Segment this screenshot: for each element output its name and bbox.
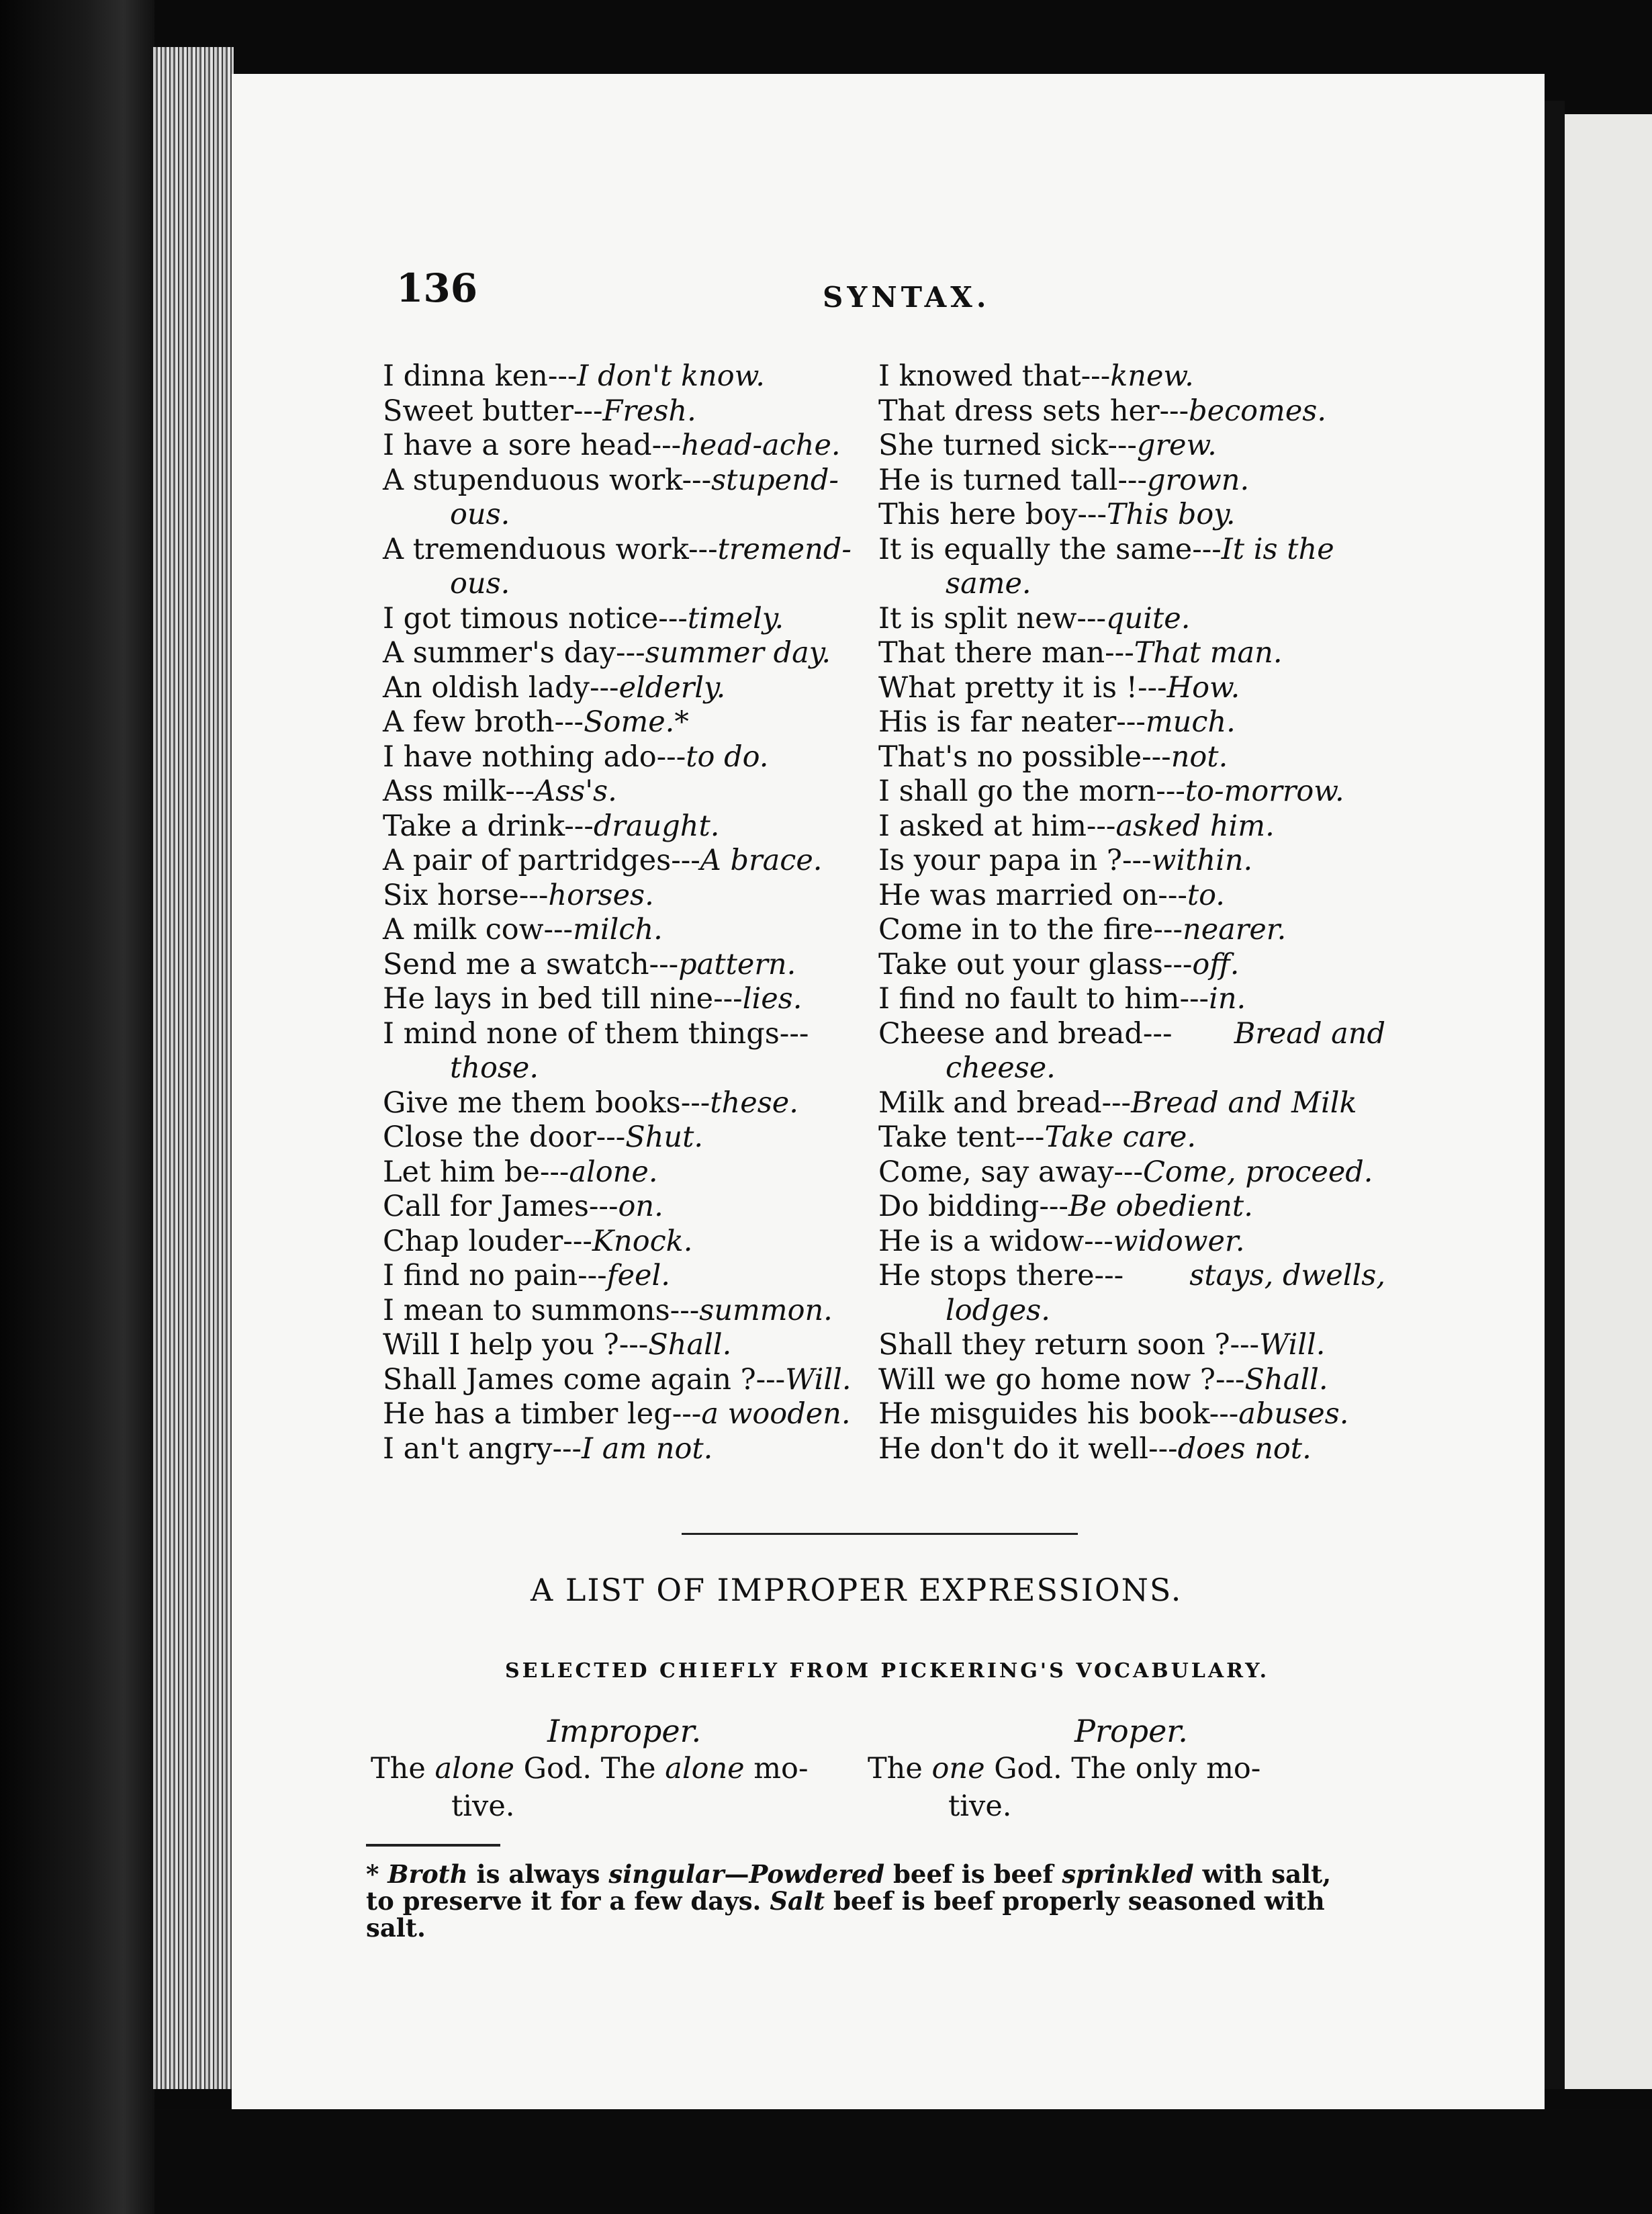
- correction-text: Fresh.: [602, 394, 696, 428]
- expression-line: [383, 1259, 866, 1294]
- correction-text: How.: [1166, 670, 1240, 705]
- correction-text: a wooden.: [701, 1397, 851, 1431]
- expression-line: [878, 809, 1385, 844]
- correction-text: ous.: [450, 567, 510, 601]
- correction-text: Bread and Milk: [1131, 1086, 1357, 1120]
- gutter-shadow: [1545, 101, 1565, 2089]
- correction-text: alone.: [569, 1155, 658, 1189]
- expression-text: Milk and bread---: [878, 1086, 1132, 1120]
- expression-text: That's no possible---: [878, 740, 1171, 774]
- correction-text: Bread and: [1234, 1016, 1385, 1051]
- improper-line-2: tive.: [451, 1789, 515, 1823]
- expression-line: [383, 1017, 866, 1052]
- section-rule: [682, 1533, 1078, 1535]
- expression-text: A pair of partridges---: [383, 844, 700, 877]
- expression-line: [878, 463, 1385, 498]
- expression-line: [878, 1225, 1385, 1259]
- correction-text: Will.: [1259, 1328, 1326, 1362]
- expression-text: I find no fault to him---: [878, 982, 1209, 1016]
- improper-header: Improper.: [547, 1713, 702, 1749]
- expression-text: He is turned tall---: [878, 463, 1147, 497]
- correction-text: asked him.: [1115, 809, 1275, 843]
- expression-line: [878, 1155, 1385, 1190]
- expression-text: He was married on---: [878, 878, 1187, 912]
- expression-line: [878, 1017, 1385, 1052]
- expression-line: [878, 740, 1385, 775]
- correction-text: I don't know.: [577, 359, 765, 393]
- correction-text: summer day.: [645, 636, 831, 670]
- footnote-line-1: * Broth is always singular—Powdered beef is beef sprinkled with salt,: [366, 1859, 1332, 1889]
- expression-line: [383, 671, 866, 706]
- expression-line: [383, 844, 866, 879]
- proper-line-2: tive.: [948, 1789, 1012, 1823]
- expression-text: I got timous notice---: [383, 601, 688, 635]
- correction-text: abuses.: [1238, 1397, 1349, 1431]
- expression-text: Cheese and bread---: [878, 1016, 1173, 1051]
- correction-text: This boy.: [1106, 498, 1236, 531]
- correction-text: head-ache.: [681, 429, 841, 462]
- expression-text: A milk cow---: [383, 913, 573, 946]
- expression-line: [878, 533, 1385, 568]
- correction-text: tremend-: [717, 532, 852, 566]
- correction-text: lodges.: [946, 1293, 1050, 1327]
- expression-text: I dinna ken---: [383, 359, 578, 393]
- expression-line: [878, 498, 1385, 533]
- expression-line: [383, 982, 866, 1017]
- expression-line: [383, 1051, 866, 1086]
- expression-line: [878, 1432, 1385, 1467]
- expression-line: [878, 705, 1385, 740]
- right-column: [878, 359, 1385, 1466]
- expression-line: [383, 1190, 866, 1225]
- expression-text: I mean to summons---: [383, 1293, 700, 1327]
- expression-text: Let him be---: [383, 1155, 569, 1189]
- correction-text: becomes.: [1189, 394, 1327, 428]
- correction-text: lies.: [742, 982, 802, 1016]
- expression-text: Close the door---: [383, 1120, 626, 1154]
- correction-text: That man.: [1134, 636, 1283, 670]
- footnote: [366, 1861, 1380, 1941]
- list-subtitle: SELECTED CHIEFLY FROM PICKERING'S VOCABULARY.: [505, 1659, 1270, 1683]
- correction-text: those.: [450, 1051, 539, 1085]
- expression-text: He is a widow---: [878, 1224, 1113, 1258]
- expression-line: [383, 359, 866, 394]
- proper-example: [868, 1750, 1378, 1825]
- correction-text: nearer.: [1183, 913, 1287, 946]
- expression-text: He lays in bed till nine---: [383, 982, 743, 1016]
- correction-text: draught.: [593, 809, 720, 843]
- expression-text: His is far neater---: [878, 705, 1146, 739]
- correction-text: Shall.: [648, 1328, 732, 1362]
- correction-text: does not.: [1177, 1431, 1312, 1466]
- expression-line: [878, 948, 1385, 983]
- expression-line: [878, 879, 1385, 914]
- footnote-line-2: to preserve it for a few days. Salt beef is beef properly seasoned with: [366, 1886, 1325, 1916]
- correction-text: timely.: [687, 601, 784, 635]
- correction-text: to do.: [686, 740, 769, 774]
- expression-text: I have nothing ado---: [383, 740, 686, 774]
- expression-line: [383, 1155, 866, 1190]
- expression-text: Will I help you ?---: [383, 1328, 649, 1362]
- expression-line: [383, 463, 866, 498]
- expression-line: [878, 1328, 1385, 1363]
- expression-line: [878, 982, 1385, 1017]
- correction-text: Take care.: [1044, 1120, 1196, 1154]
- running-head: SYNTAX.: [823, 281, 991, 314]
- correction-text: not.: [1171, 740, 1228, 774]
- correction-text: Shut.: [625, 1120, 704, 1154]
- page-edges: [153, 47, 234, 2089]
- expression-text: What pretty it is !---: [878, 670, 1167, 705]
- expression-line: [383, 913, 866, 948]
- correction-text: within.: [1151, 844, 1253, 877]
- expression-line: [878, 636, 1385, 671]
- expression-line: [878, 671, 1385, 706]
- expression-line: [383, 740, 866, 775]
- expression-line: [878, 1363, 1385, 1398]
- expression-line: [383, 1120, 866, 1155]
- expression-text: Come in to the fire---: [878, 913, 1183, 946]
- expression-line: [383, 1086, 866, 1121]
- expression-text: Shall they return soon ?---: [878, 1328, 1260, 1362]
- expression-line: [383, 879, 866, 914]
- expression-line: [878, 394, 1385, 429]
- expression-line: [878, 1259, 1385, 1294]
- expression-line: [383, 1328, 866, 1363]
- page-number: 136: [396, 265, 478, 311]
- expression-text: Take out your glass---: [878, 947, 1193, 981]
- correction-text: A brace.: [700, 844, 823, 877]
- correction-text: grew.: [1136, 429, 1217, 462]
- expression-line: [878, 844, 1385, 879]
- expression-line: [383, 533, 866, 568]
- bottom-shadow: [154, 2109, 1652, 2214]
- expression-line: [878, 429, 1385, 463]
- expression-text: Take tent---: [878, 1120, 1045, 1154]
- facing-page-edge: [1565, 114, 1652, 2089]
- expression-text: I shall go the morn---: [878, 774, 1185, 808]
- expression-line: [383, 429, 866, 463]
- improper-line-1: The alone God. The alone mo-: [371, 1752, 809, 1785]
- expression-line: [878, 602, 1385, 637]
- correction-text: Come, proceed.: [1142, 1155, 1373, 1189]
- expression-line: [383, 567, 866, 602]
- expression-text: Call for James---: [383, 1190, 618, 1223]
- expression-line: [383, 1294, 866, 1329]
- correction-text: stays, dwells,: [1189, 1259, 1385, 1292]
- expression-text: I find no pain---: [383, 1259, 607, 1292]
- expression-line: [383, 1432, 866, 1467]
- left-column: [383, 359, 866, 1466]
- expression-text: Take a drink---: [383, 809, 594, 843]
- expression-line: [878, 567, 1385, 602]
- expression-text: Come, say away---: [878, 1155, 1143, 1189]
- expression-line: [383, 602, 866, 637]
- expression-line: [878, 774, 1385, 809]
- correction-text: Knock.: [592, 1224, 693, 1258]
- correction-text: widower.: [1113, 1224, 1245, 1258]
- expression-line: [383, 705, 866, 740]
- correction-text: elderly.: [618, 670, 726, 705]
- expression-text: Will we go home now ?---: [878, 1362, 1245, 1397]
- expression-text: Ass milk---: [383, 774, 535, 808]
- correction-text: on.: [618, 1190, 663, 1223]
- expression-line: [878, 913, 1385, 948]
- correction-text: pattern.: [678, 947, 796, 981]
- expression-text: I knowed that---: [878, 359, 1111, 393]
- correction-text: in.: [1209, 982, 1246, 1016]
- expression-text: I asked at him---: [878, 809, 1116, 843]
- correction-text: off.: [1192, 947, 1240, 981]
- expression-line: [383, 636, 866, 671]
- correction-text: Be obedient.: [1068, 1190, 1253, 1223]
- correction-text: Some.*: [584, 705, 689, 739]
- correction-text: Ass's.: [535, 774, 617, 808]
- proper-header: Proper.: [1074, 1713, 1188, 1749]
- expression-line: [878, 359, 1385, 394]
- footnote-line-3: salt.: [366, 1913, 426, 1943]
- expression-text: He stops there---: [878, 1259, 1124, 1292]
- correction-text: cheese.: [946, 1051, 1056, 1085]
- expression-line: [383, 1225, 866, 1259]
- expression-text: I an't angry---: [383, 1431, 582, 1466]
- correction-text: same.: [946, 567, 1031, 601]
- expression-text: She turned sick---: [878, 429, 1137, 462]
- expression-text: Six horse---: [383, 878, 549, 912]
- expression-text: A few broth---: [383, 705, 584, 739]
- expression-line: [383, 498, 866, 533]
- correction-text: ous.: [450, 498, 510, 531]
- expression-text: A stupenduous work---: [383, 463, 712, 497]
- correction-text: I am not.: [582, 1431, 713, 1466]
- correction-text: Shall.: [1244, 1362, 1328, 1397]
- correction-text: feel.: [606, 1259, 670, 1292]
- expression-line: [878, 1294, 1385, 1329]
- expression-text: Give me them books---: [383, 1086, 710, 1120]
- expression-text: I mind none of them things---: [383, 1016, 809, 1051]
- expression-text: I have a sore head---: [383, 429, 682, 462]
- expression-line: [383, 774, 866, 809]
- book-spine-shadow: [0, 0, 154, 2214]
- expression-line: [383, 394, 866, 429]
- expression-text: Shall James come again ?---: [383, 1362, 786, 1397]
- expression-text: A tremenduous work---: [383, 532, 718, 566]
- expression-text: Send me a swatch---: [383, 947, 679, 981]
- correction-text: to-morrow.: [1185, 774, 1344, 808]
- correction-text: stupend-: [711, 463, 839, 497]
- expression-text: He don't do it well---: [878, 1431, 1178, 1466]
- expression-line: [878, 1397, 1385, 1432]
- correction-text: these.: [710, 1086, 798, 1120]
- correction-text: It is the: [1221, 532, 1334, 566]
- expression-text: It is split new---: [878, 601, 1107, 635]
- expression-text: Do bidding---: [878, 1190, 1068, 1223]
- correction-text: Will.: [785, 1362, 852, 1397]
- correction-text: to.: [1187, 878, 1225, 912]
- correction-text: horses.: [548, 878, 654, 912]
- correction-text: summon.: [699, 1293, 833, 1327]
- expression-text: This here boy---: [878, 498, 1107, 531]
- expression-text: An oldish lady---: [383, 670, 619, 705]
- expression-line: [383, 948, 866, 983]
- improper-example: [371, 1750, 874, 1825]
- correction-text: knew.: [1110, 359, 1194, 393]
- correction-text: much.: [1145, 705, 1236, 739]
- expression-text: Is your papa in ?---: [878, 844, 1152, 877]
- list-title: A LIST OF IMPROPER EXPRESSIONS.: [531, 1572, 1183, 1608]
- expression-line: [878, 1051, 1385, 1086]
- expression-text: A summer's day---: [383, 636, 645, 670]
- expression-line: [383, 1363, 866, 1398]
- expression-line: [383, 1397, 866, 1432]
- correction-text: milch.: [573, 913, 663, 946]
- expression-text: He has a timber leg---: [383, 1397, 702, 1431]
- expression-line: [878, 1086, 1385, 1121]
- expression-line: [878, 1120, 1385, 1155]
- expression-text: Chap louder---: [383, 1224, 592, 1258]
- expression-text: That dress sets her---: [878, 394, 1189, 428]
- expression-text: It is equally the same---: [878, 532, 1222, 566]
- expression-text: He misguides his book---: [878, 1397, 1239, 1431]
- expression-line: [383, 809, 866, 844]
- expression-line: [878, 1190, 1385, 1225]
- footnote-rule: [366, 1844, 500, 1847]
- expression-text: That there man---: [878, 636, 1134, 670]
- proper-line-1: The one God. The only mo-: [868, 1752, 1261, 1785]
- correction-text: grown.: [1146, 463, 1250, 497]
- correction-text: quite.: [1106, 601, 1191, 635]
- expression-text: Sweet butter---: [383, 394, 603, 428]
